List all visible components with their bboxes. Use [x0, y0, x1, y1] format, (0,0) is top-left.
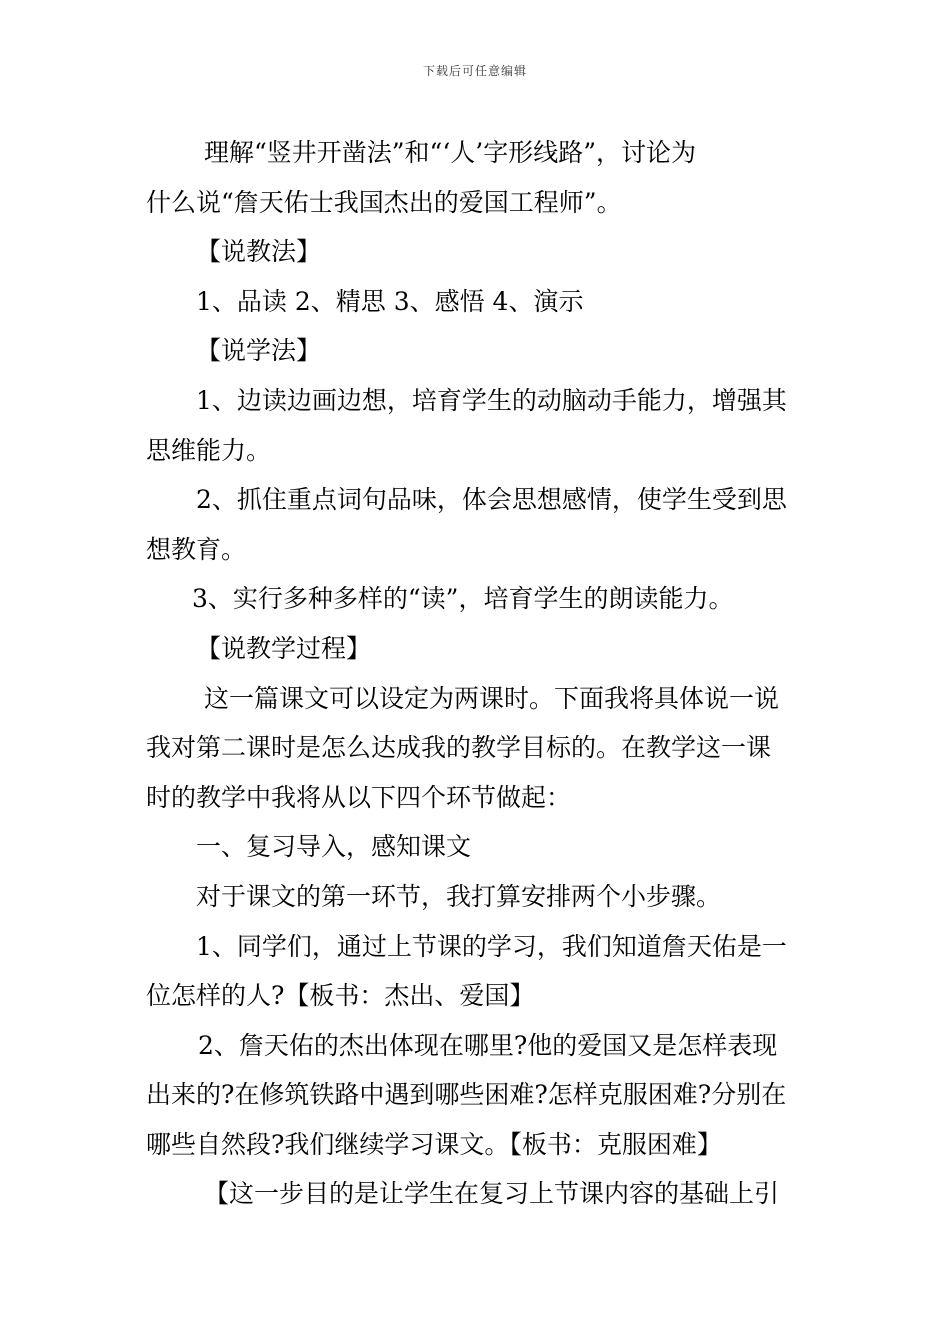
paragraph-line: 想教育。 [146, 534, 247, 564]
paragraph-line: 1、品读 2、精思 3、感悟 4、演示 [196, 286, 584, 316]
paragraph-line: 什么说“詹天佑士我国杰出的爱国工程师”。 [146, 187, 622, 217]
section-heading-teaching-process: 【说教学过程】 [196, 633, 372, 663]
paragraph-line: 这一篇课文可以设定为两课时。下面我将具体说一说 [204, 683, 780, 713]
paragraph-line: 出来的?在修筑铁路中遇到哪些困难?怎样克服困难?分别在 [146, 1080, 787, 1110]
paragraph-line: 哪些自然段?我们继续学习课文。【板书：克服困难】 [146, 1129, 722, 1159]
paragraph-line: 思维能力。 [146, 435, 272, 465]
paragraph-line: 1、同学们，通过上节课的学习，我们知道詹天佑是一 [196, 931, 787, 961]
section-heading-learning-method: 【说学法】 [196, 336, 322, 366]
document-body [146, 128, 808, 1219]
paragraph-line: 对于课文的第一环节，我打算安排两个小步骤。 [196, 881, 722, 911]
paragraph-line: 3、实行多种多样的“读”，培育学生的朗读能力。 [192, 584, 734, 614]
section-heading-teaching-method: 【说教法】 [196, 237, 322, 267]
paragraph-line: 时的教学中我将从以下四个环节做起： [146, 782, 572, 812]
paragraph-line: 2、抓住重点词句品味，体会思想感情，使学生受到思 [196, 485, 787, 515]
paragraph-line: 1、边读边画边想，培育学生的动脑动手能力，增强其 [196, 385, 787, 415]
paragraph-line: 一、复习导入，感知课文 [196, 832, 472, 862]
page-header: 下载后可任意编辑 [422, 64, 527, 78]
paragraph-line: 2、詹天佑的杰出体现在哪里?他的爱国又是怎样表现 [198, 1030, 778, 1060]
paragraph-line: 【这一步目的是让学生在复习上节课内容的基础上引 [204, 1179, 780, 1209]
paragraph-line: 理解“竖井开凿法”和“‘人’字形线路”，讨论为 [204, 138, 697, 167]
paragraph-line: 我对第二课时是怎么达成我的教学目标的。在教学这一课 [146, 733, 772, 763]
paragraph-line: 位怎样的人?【板书：杰出、爱国】 [146, 981, 535, 1011]
